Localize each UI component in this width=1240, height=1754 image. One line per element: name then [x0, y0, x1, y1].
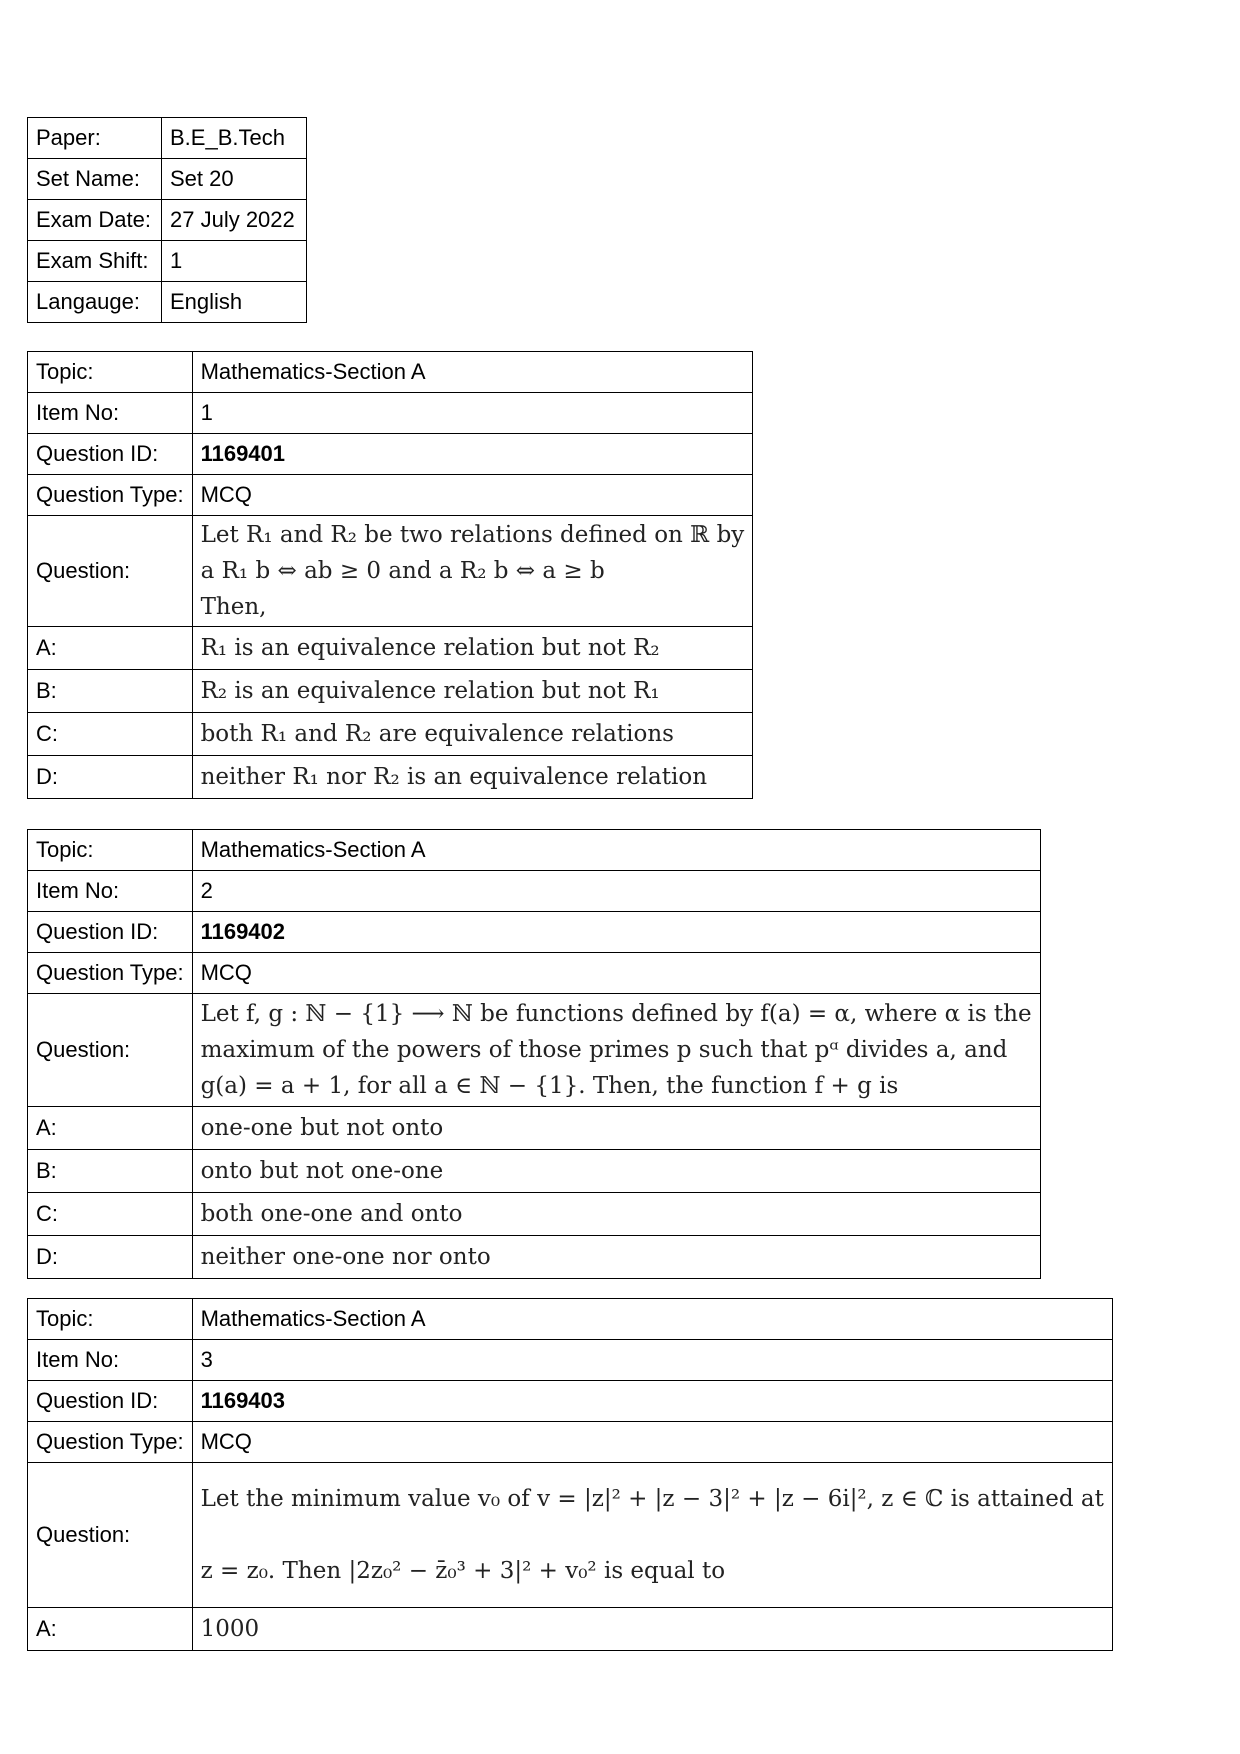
topic-value: Mathematics-Section A: [192, 1299, 1112, 1340]
topic-value: Mathematics-Section A: [192, 830, 1040, 871]
question-id-row: [28, 912, 1041, 953]
topic-row: [28, 352, 753, 393]
item-no-label: Item No:: [28, 871, 193, 912]
question-type-row: [28, 1422, 1113, 1463]
question-text: [192, 516, 753, 627]
question-table-3: [27, 1298, 1113, 1651]
question-line: Let the minimum value v₀ of v = |z|² + |z − 3|² + |z − 6i|², z ∈ ℂ is attained at: [200, 1486, 1104, 1512]
option-label-a: A:: [28, 1608, 193, 1651]
meta-row-paper: [28, 118, 307, 159]
meta-label: Langauge:: [28, 282, 162, 323]
option-label-b: B:: [28, 1150, 193, 1193]
item-no-row: [28, 1340, 1113, 1381]
question-line: Let f, g : ℕ − {1} ⟶ ℕ be functions defined by f(a) = α, where α is the: [200, 1001, 1032, 1027]
option-row-d: [28, 756, 753, 799]
question-line: a R₁ b ⇔ ab ≥ 0 and a R₂ b ⇔ a ≥ b: [200, 558, 605, 584]
question-type-label: Question Type:: [28, 953, 193, 994]
meta-value: 27 July 2022: [162, 200, 307, 241]
option-row-a: [28, 627, 753, 670]
question-id-row: [28, 434, 753, 475]
meta-value: Set 20: [162, 159, 307, 200]
question-type-label: Question Type:: [28, 1422, 193, 1463]
topic-row: [28, 1299, 1113, 1340]
item-no-label: Item No:: [28, 393, 193, 434]
option-label-d: D:: [28, 756, 193, 799]
question-table-2: [27, 829, 1041, 1279]
topic-row: [28, 830, 1041, 871]
question-id-value: 1169402: [200, 919, 286, 944]
exam-meta-table: [27, 117, 307, 323]
option-label-d: D:: [28, 1236, 193, 1279]
topic-value: Mathematics-Section A: [192, 352, 753, 393]
topic-label: Topic:: [28, 352, 193, 393]
question-id-label: Question ID:: [28, 434, 193, 475]
meta-row-set-name: [28, 159, 307, 200]
question-text: [192, 1463, 1112, 1608]
question-type-row: [28, 475, 753, 516]
option-label-c: C:: [28, 713, 193, 756]
question-table-1: [27, 351, 753, 799]
option-row-c: [28, 713, 753, 756]
question-id-cell: [192, 1381, 1112, 1422]
option-row-c: [28, 1193, 1041, 1236]
question-text: [192, 994, 1040, 1107]
question-id-label: Question ID:: [28, 1381, 193, 1422]
meta-row-exam-date: [28, 200, 307, 241]
question-line: Let R₁ and R₂ be two relations defined on ℝ by: [200, 522, 745, 548]
question-type-value: MCQ: [192, 953, 1040, 994]
meta-value: 1: [162, 241, 307, 282]
question-label: Question:: [28, 994, 193, 1107]
item-no-label: Item No:: [28, 1340, 193, 1381]
option-row-d: [28, 1236, 1041, 1279]
option-label-a: A:: [28, 1107, 193, 1150]
option-text-c: both R₁ and R₂ are equivalence relations: [192, 713, 753, 756]
option-text-a: 1000: [192, 1608, 1112, 1651]
option-text-d: neither R₁ nor R₂ is an equivalence relation: [192, 756, 753, 799]
option-text-a: R₁ is an equivalence relation but not R₂: [192, 627, 753, 670]
question-id-cell: [192, 912, 1040, 953]
meta-label: Set Name:: [28, 159, 162, 200]
option-text-b: onto but not one-one: [192, 1150, 1040, 1193]
item-no-value: 2: [192, 871, 1040, 912]
meta-label: Exam Shift:: [28, 241, 162, 282]
option-row-a: [28, 1107, 1041, 1150]
option-text-d: neither one-one nor onto: [192, 1236, 1040, 1279]
question-row: [28, 1463, 1113, 1608]
meta-row-language: [28, 282, 307, 323]
option-text-b: R₂ is an equivalence relation but not R₁: [192, 670, 753, 713]
question-id-cell: [192, 434, 753, 475]
question-row: [28, 994, 1041, 1107]
option-text-c: both one-one and onto: [192, 1193, 1040, 1236]
option-row-a: [28, 1608, 1113, 1651]
option-label-c: C:: [28, 1193, 193, 1236]
item-no-row: [28, 393, 753, 434]
meta-row-exam-shift: [28, 241, 307, 282]
question-type-value: MCQ: [192, 1422, 1112, 1463]
topic-label: Topic:: [28, 830, 193, 871]
question-label: Question:: [28, 516, 193, 627]
question-line: z = z₀. Then |2z₀² − z̄₀³ + 3|² + v₀² is equal to: [200, 1558, 726, 1584]
question-id-label: Question ID:: [28, 912, 193, 953]
question-line: maximum of the powers of those primes p such that pᵅ divides a, and: [200, 1037, 1008, 1063]
item-no-value: 3: [192, 1340, 1112, 1381]
question-row: [28, 516, 753, 627]
question-id-row: [28, 1381, 1113, 1422]
question-id-value: 1169403: [200, 1388, 286, 1413]
option-label-a: A:: [28, 627, 193, 670]
item-no-value: 1: [192, 393, 753, 434]
option-text-a: one-one but not onto: [192, 1107, 1040, 1150]
item-no-row: [28, 871, 1041, 912]
question-line: Then,: [200, 594, 267, 620]
question-label: Question:: [28, 1463, 193, 1608]
option-row-b: [28, 670, 753, 713]
question-line: g(a) = a + 1, for all a ∈ ℕ − {1}. Then, the function f + g is: [200, 1073, 899, 1099]
question-type-label: Question Type:: [28, 475, 193, 516]
meta-label: Exam Date:: [28, 200, 162, 241]
meta-value: B.E_B.Tech: [162, 118, 307, 159]
question-id-value: 1169401: [200, 441, 286, 466]
meta-value: English: [162, 282, 307, 323]
question-type-value: MCQ: [192, 475, 753, 516]
meta-label: Paper:: [28, 118, 162, 159]
topic-label: Topic:: [28, 1299, 193, 1340]
option-label-b: B:: [28, 670, 193, 713]
option-row-b: [28, 1150, 1041, 1193]
question-type-row: [28, 953, 1041, 994]
